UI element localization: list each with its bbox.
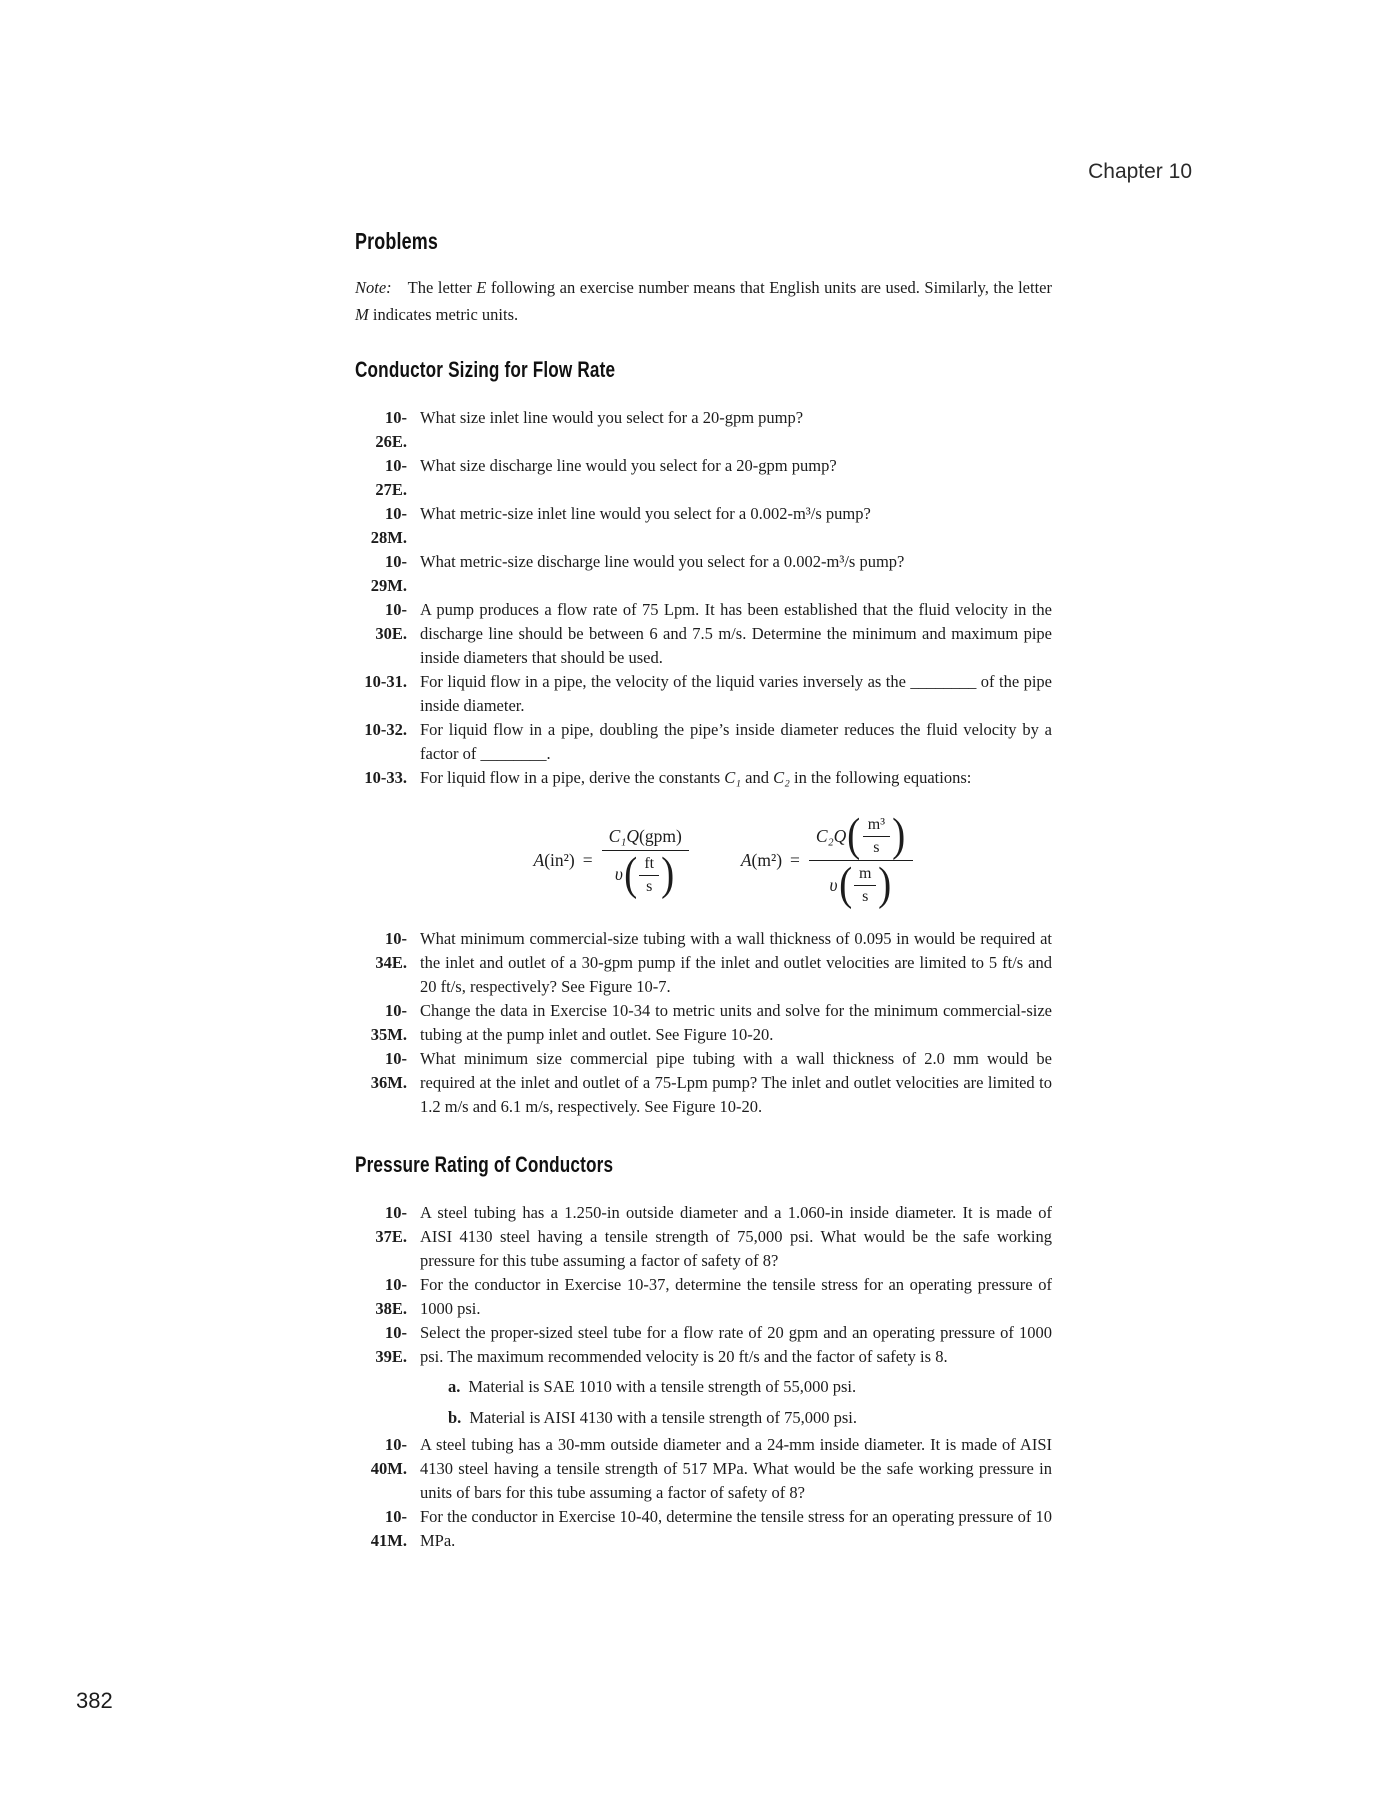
right-paren: )	[661, 848, 675, 900]
inner-denominator: s	[646, 877, 653, 895]
problem-10-33	[355, 766, 1052, 790]
problem-10-32	[355, 718, 1052, 766]
problem-number: 10-29M.	[370, 552, 407, 595]
problem-10-26E	[355, 406, 1052, 454]
fraction-numerator	[602, 823, 689, 850]
problem-list-conductor-sizing	[355, 406, 1052, 790]
problem-text: A steel tubing has a 30-mm outside diameter and a 24-mm inside diameter. It is made of AISI 4130 steel having a tensile strength of 517 MPa. What would be the safe working pressure in units of bars for this tube assuming a factor of safety of 8?	[420, 1435, 1052, 1502]
problem-number: 10-37E.	[375, 1203, 407, 1246]
problem-10-41M	[355, 1505, 1052, 1553]
problem-10-27E	[355, 454, 1052, 502]
problem-text: What minimum commercial-size tubing with a wall thickness of 0.095 in would be required at the inlet and outlet of a 30-gpm pump if the inlet and outlet velocities are limited to 5 ft/s and 20 ft/s, respectively? See Figure 10-7.	[420, 929, 1052, 996]
section-heading-conductor-sizing: Conductor Sizing for Flow Rate	[355, 357, 616, 382]
problem-text: What size inlet line would you select for a 20-gpm pump?	[420, 408, 804, 427]
problem-text: What metric-size inlet line would you select for a 0.002-m³/s pump?	[420, 504, 871, 523]
problem-number: 10-39E.	[375, 1323, 407, 1366]
problem-text: What size discharge line would you select for a 20-gpm pump?	[420, 456, 837, 475]
right-paren: )	[878, 859, 892, 911]
problem-10-30E	[355, 598, 1052, 670]
problem-number: 10-41M.	[370, 1507, 407, 1550]
inner-denominator: s	[862, 888, 869, 905]
problem-text: Change the data in Exercise 10-34 to metric units and solve for the minimum commercial-size tubing at the pump inlet and outlet. See Figure 10-20.	[420, 1001, 1052, 1044]
inner-fraction-m3-s	[863, 815, 890, 857]
equation-lhs	[534, 850, 593, 871]
problem-number: 10-40M.	[370, 1435, 407, 1478]
velocity-symbol: υ	[614, 864, 623, 884]
problem-text: For the conductor in Exercise 10-40, determine the tensile stress for an operating pressure of 10 MPa.	[420, 1507, 1052, 1550]
note-paragraph	[355, 274, 1052, 328]
problem-text: What metric-size discharge line would you select for a 0.002-m³/s pump?	[420, 552, 905, 571]
left-paren: (	[838, 859, 852, 911]
equation-english-units	[534, 823, 689, 899]
note-text: indicates metric units.	[368, 305, 519, 324]
problem-number: 10-31.	[364, 672, 407, 691]
problem-number: 10-33.	[364, 768, 407, 787]
sub-item-text: Material is AISI 4130 with a tensile strength of 75,000 psi.	[469, 1408, 858, 1427]
section-heading-pressure-rating: Pressure Rating of Conductors	[355, 1152, 614, 1177]
problem-number: 10-35M.	[370, 1001, 407, 1044]
problem-10-37E	[355, 1201, 1052, 1273]
problem-10-40M	[355, 1433, 1052, 1505]
problem-number: 10-32.	[364, 720, 407, 739]
page-number: 382	[76, 1688, 113, 1713]
problem-text	[420, 1321, 1052, 1433]
problem-list-conductor-sizing-continued	[355, 927, 1052, 1119]
problem-text-part: Select the proper-sized steel tube for a flow rate of 20 gpm and an operating pressure of 1000 psi. The maximum recommended velocity is 20 ft/s and the factor of safety is 8.	[420, 1323, 1052, 1366]
problem-10-38E	[355, 1273, 1052, 1321]
right-paren: )	[892, 810, 906, 862]
note-letter-e: E	[476, 278, 487, 297]
equation-lhs	[741, 850, 800, 871]
problem-number: 10-38E.	[375, 1275, 407, 1318]
sub-item-a	[448, 1374, 1052, 1400]
sub-item-b	[448, 1405, 1052, 1431]
problem-10-34E	[355, 927, 1052, 999]
unit-label: (in²)	[544, 850, 575, 870]
equations-block	[395, 812, 1052, 909]
problem-text: A pump produces a flow rate of 75 Lpm. It has been established that the fluid velocity in the discharge line should be between 6 and 7.5 m/s. Determine the minimum and maximum pipe inside diameters that should be used.	[420, 600, 1052, 667]
problem-text-part: and	[741, 768, 774, 787]
problem-10-31	[355, 670, 1052, 718]
problem-10-29M	[355, 550, 1052, 598]
problem-text	[420, 766, 1052, 790]
variable-area: A	[533, 850, 545, 870]
problem-number: 10-27E.	[375, 456, 407, 499]
problem-text: For the conductor in Exercise 10-37, determine the tensile stress for an operating pressure of 1000 psi.	[420, 1275, 1052, 1318]
numerator-variables: C₁Q	[608, 825, 640, 846]
fraction-numerator	[809, 812, 914, 860]
problem-10-36M	[355, 1047, 1052, 1119]
problem-number: 10-26E.	[375, 408, 407, 451]
problem-text: For liquid flow in a pipe, the velocity of the liquid varies inversely as the ________ of the pipe inside diameter.	[420, 672, 1052, 715]
equals-sign: =	[790, 850, 800, 870]
sub-item-label: a.	[448, 1377, 461, 1396]
inner-denominator: s	[873, 839, 880, 856]
note-label: Note:	[355, 278, 392, 297]
problem-number: 10-28M.	[370, 504, 407, 547]
note-letter-m: M	[355, 305, 369, 324]
problems-title: Problems	[355, 228, 439, 254]
sub-item-text: Material is SAE 1010 with a tensile strength of 55,000 psi.	[468, 1377, 857, 1396]
problem-10-35M	[355, 999, 1052, 1047]
fraction-denominator	[822, 861, 899, 909]
left-paren: (	[624, 848, 638, 900]
velocity-symbol: υ	[829, 874, 838, 895]
problem-10-28M	[355, 502, 1052, 550]
fraction	[809, 812, 914, 909]
page-content	[355, 228, 1052, 1553]
variable-area: A	[740, 850, 752, 870]
numerator-variables: C₂Q	[815, 825, 847, 846]
unit-label: (m²)	[751, 850, 783, 870]
note-text: following an exercise number means that English units are used. Similarly, the letter	[486, 278, 1052, 297]
inner-numerator: m³	[863, 815, 890, 837]
inner-numerator: ft	[639, 854, 659, 876]
inner-fraction-m-s	[854, 864, 876, 906]
inner-numerator: m	[854, 864, 876, 886]
left-paren: (	[847, 810, 861, 862]
constant-c1: C₁	[724, 768, 742, 787]
numerator-unit: (gpm)	[639, 825, 682, 846]
problem-text: A steel tubing has a 1.250-in outside diameter and a 1.060-in inside diameter. It is made of AISI 4130 steel having a tensile strength of 75,000 psi. What would be the safe working pressure for this tube assuming a factor of safety of 8?	[420, 1203, 1052, 1270]
note-text: The letter	[407, 278, 477, 297]
problem-text: What minimum size commercial pipe tubing with a wall thickness of 2.0 mm would be required at the inlet and outlet of a 75-Lpm pump? The inlet and outlet velocities are limited to 1.2 m/s and 6.1 m/s, respectively. See Figure 10-20.	[420, 1049, 1052, 1116]
fraction	[602, 823, 689, 899]
chapter-running-header: Chapter 10	[1088, 160, 1192, 183]
problem-text-part: in the following equations:	[789, 768, 972, 787]
problem-text: For liquid flow in a pipe, doubling the pipe’s inside diameter reduces the fluid velocity by a factor of ________.	[420, 720, 1052, 763]
inner-fraction-ft-s	[639, 854, 659, 896]
problem-number: 10-36M.	[370, 1049, 407, 1092]
equation-metric-units	[741, 812, 914, 909]
sub-item-label: b.	[448, 1408, 462, 1427]
fraction-denominator	[608, 848, 683, 900]
problem-text-part: For liquid flow in a pipe, derive the constants	[420, 768, 725, 787]
problem-number: 10-30E.	[375, 600, 407, 643]
constant-c2: C₂	[773, 768, 790, 787]
equals-sign: =	[582, 850, 593, 870]
problem-list-pressure-rating	[355, 1201, 1052, 1553]
problem-number: 10-34E.	[375, 929, 407, 972]
problem-10-39E	[355, 1321, 1052, 1433]
